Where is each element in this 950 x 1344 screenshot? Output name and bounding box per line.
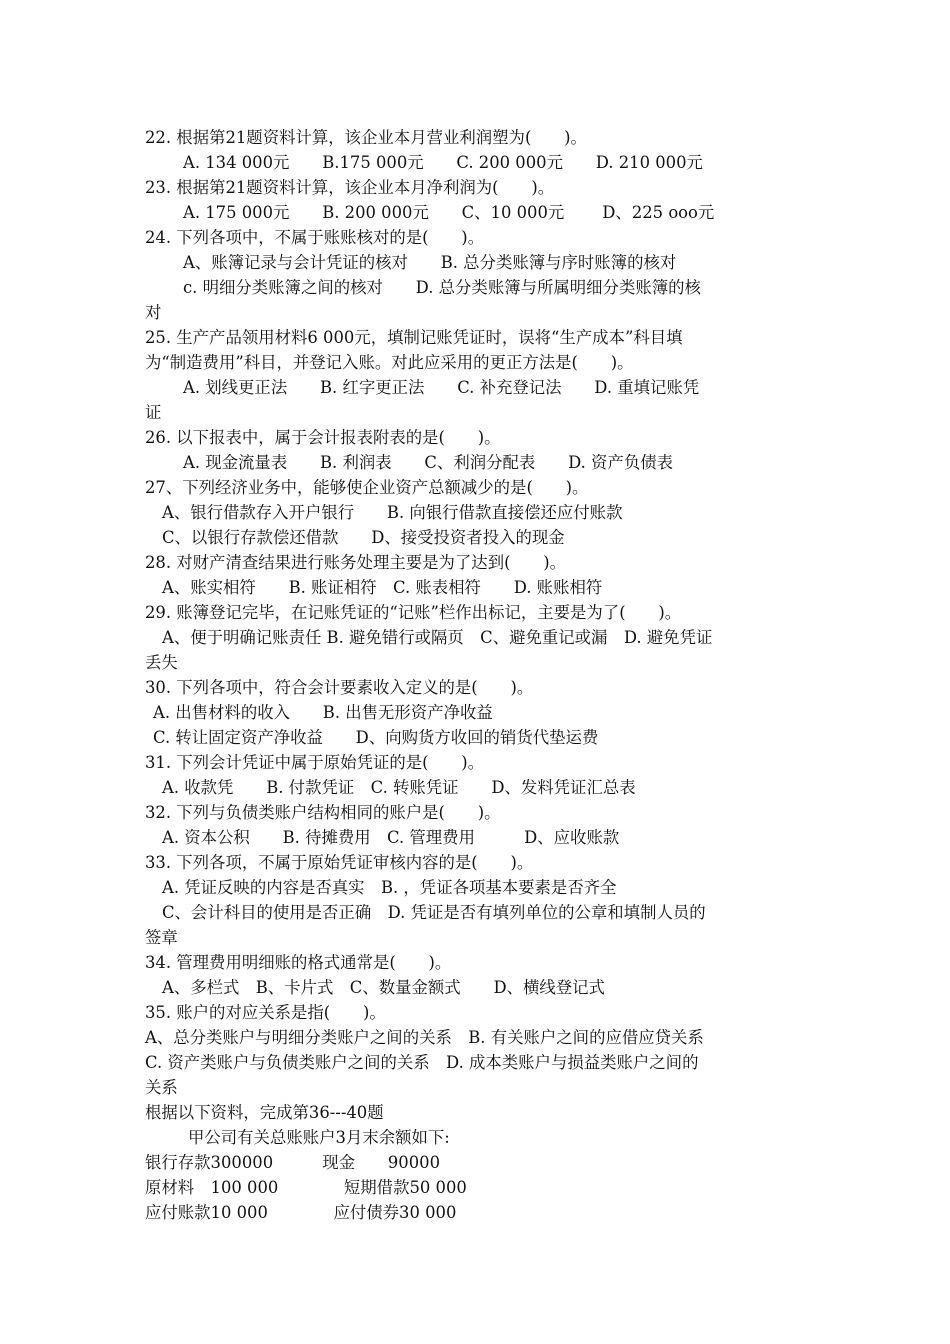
question-28: 28. 对财产清查结果进行账务处理主要是为了达到( )。 — [145, 553, 567, 572]
question-31-options: A. 收款凭 B. 付款凭证 C. 转账凭证 D、发料凭证汇总表 — [162, 778, 636, 797]
question-32-options: A. 资本公积 B. 待摊费用 C. 管理费用 D、应收账款 — [162, 828, 620, 847]
question-23: 23. 根据第21题资料计算，该企业本月净利润为( )。 — [145, 178, 555, 197]
balance-row-2: 原材料 100 000 短期借款50 000 — [145, 1178, 467, 1197]
question-24-options-2-cont: 对 — [145, 303, 162, 322]
question-33-options-1: A. 凭证反映的内容是否真实 B. ，凭证各项基本要素是否齐全 — [162, 878, 617, 897]
question-22: 22. 根据第21题资料计算，该企业本月营业利润塑为( )。 — [145, 128, 587, 147]
question-34-options: A、多栏式 B、卡片式 C、数量金额式 D、横线登记式 — [162, 978, 605, 997]
question-35-options-2: C. 资产类账户与负债类账户之间的关系 D. 成本类账户与损益类账户之间的 — [145, 1053, 699, 1072]
question-30-options-1: A. 出售材料的收入 B. 出售无形资产净收益 — [153, 703, 493, 722]
question-27: 27、下列经济业务中，能够使企业资产总额减少的是( )。 — [145, 478, 589, 497]
question-29: 29. 账簿登记完毕，在记账凭证的“记账”栏作出标记，主要是为了( )。 — [145, 603, 682, 622]
question-33-options-2: C、会计科目的使用是否正确 D. 凭证是否有填列单位的公章和填制人员的 — [162, 903, 706, 922]
question-25-cont: 为“制造费用”科目，并登记入账。对此应采用的更正方法是( )。 — [145, 353, 634, 372]
question-30-options-2: C. 转让固定资产净收益 D、向购货方收回的销货代垫运费 — [153, 728, 599, 747]
question-27-options-2: C、以银行存款偿还借款 D、接受投资者投入的现金 — [162, 528, 565, 547]
question-26-options: A. 现金流量表 B. 利润表 C、利润分配表 D. 资产负债表 — [183, 453, 674, 472]
balance-row-3: 应付账款10 000 应付债券30 000 — [145, 1203, 457, 1222]
question-24-options-1: A、账簿记录与会计凭证的核对 B. 总分类账簿与序时账簿的核对 — [183, 253, 677, 272]
question-25-options-cont: 证 — [145, 403, 162, 422]
question-29-options-cont: 丢失 — [145, 653, 178, 672]
material-intro: 根据以下资料，完成第36---40题 — [145, 1103, 384, 1122]
question-33: 33. 下列各项，不属于原始凭证审核内容的是( )。 — [145, 853, 534, 872]
question-25-options: A. 划线更正法 B. 红字更正法 C. 补充登记法 D. 重填记账凭 — [183, 378, 700, 397]
question-30: 30. 下列各项中，符合会计要素收入定义的是( )。 — [145, 678, 534, 697]
question-34: 34. 管理费用明细账的格式通常是( )。 — [145, 953, 452, 972]
question-35-options-2-cont: 关系 — [145, 1078, 178, 1097]
question-33-options-2-cont: 签章 — [145, 928, 178, 947]
question-22-options: A. 134 000元 B.175 000元 C. 200 000元 D. 210 000元 — [183, 153, 703, 172]
question-31: 31. 下列会计凭证中属于原始凭证的是( )。 — [145, 753, 485, 772]
question-32: 32. 下列与负债类账户结构相同的账户是( )。 — [145, 803, 501, 822]
question-28-options: A、账实相符 B. 账证相符 C. 账表相符 D. 账账相符 — [162, 578, 603, 597]
question-35-options-1: A、总分类账户与明细分类账户之间的关系 B. 有关账户之间的应借应贷关系 — [145, 1028, 704, 1047]
question-24: 24. 下列各项中，不属于账账核对的是( )。 — [145, 228, 485, 247]
question-29-options: A、便于明确记账责任 B. 避免错行或隔页 C、避免重记或漏 D. 避免凭证 — [162, 628, 713, 647]
question-27-options-1: A、银行借款存入开户银行 B. 向银行借款直接偿还应付账款 — [162, 503, 623, 522]
balance-row-1: 银行存款300000 现金 90000 — [145, 1153, 441, 1172]
material-heading: 甲公司有关总账账户3月末余额如下: — [188, 1128, 450, 1147]
question-26: 26. 以下报表中，属于会计报表附表的是( )。 — [145, 428, 501, 447]
question-35: 35. 账户的对应关系是指( )。 — [145, 1003, 386, 1022]
question-23-options: A. 175 000元 B. 200 000元 C、10 000元 D、225 ooo元 — [183, 203, 715, 222]
question-25: 25. 生产产品领用材料6 000元，填制记账凭证时，误将“生产成本”科目填 — [145, 328, 683, 347]
question-24-options-2: c. 明细分类账簿之间的核对 D. 总分类账簿与所属明细分类账簿的核 — [183, 278, 701, 297]
